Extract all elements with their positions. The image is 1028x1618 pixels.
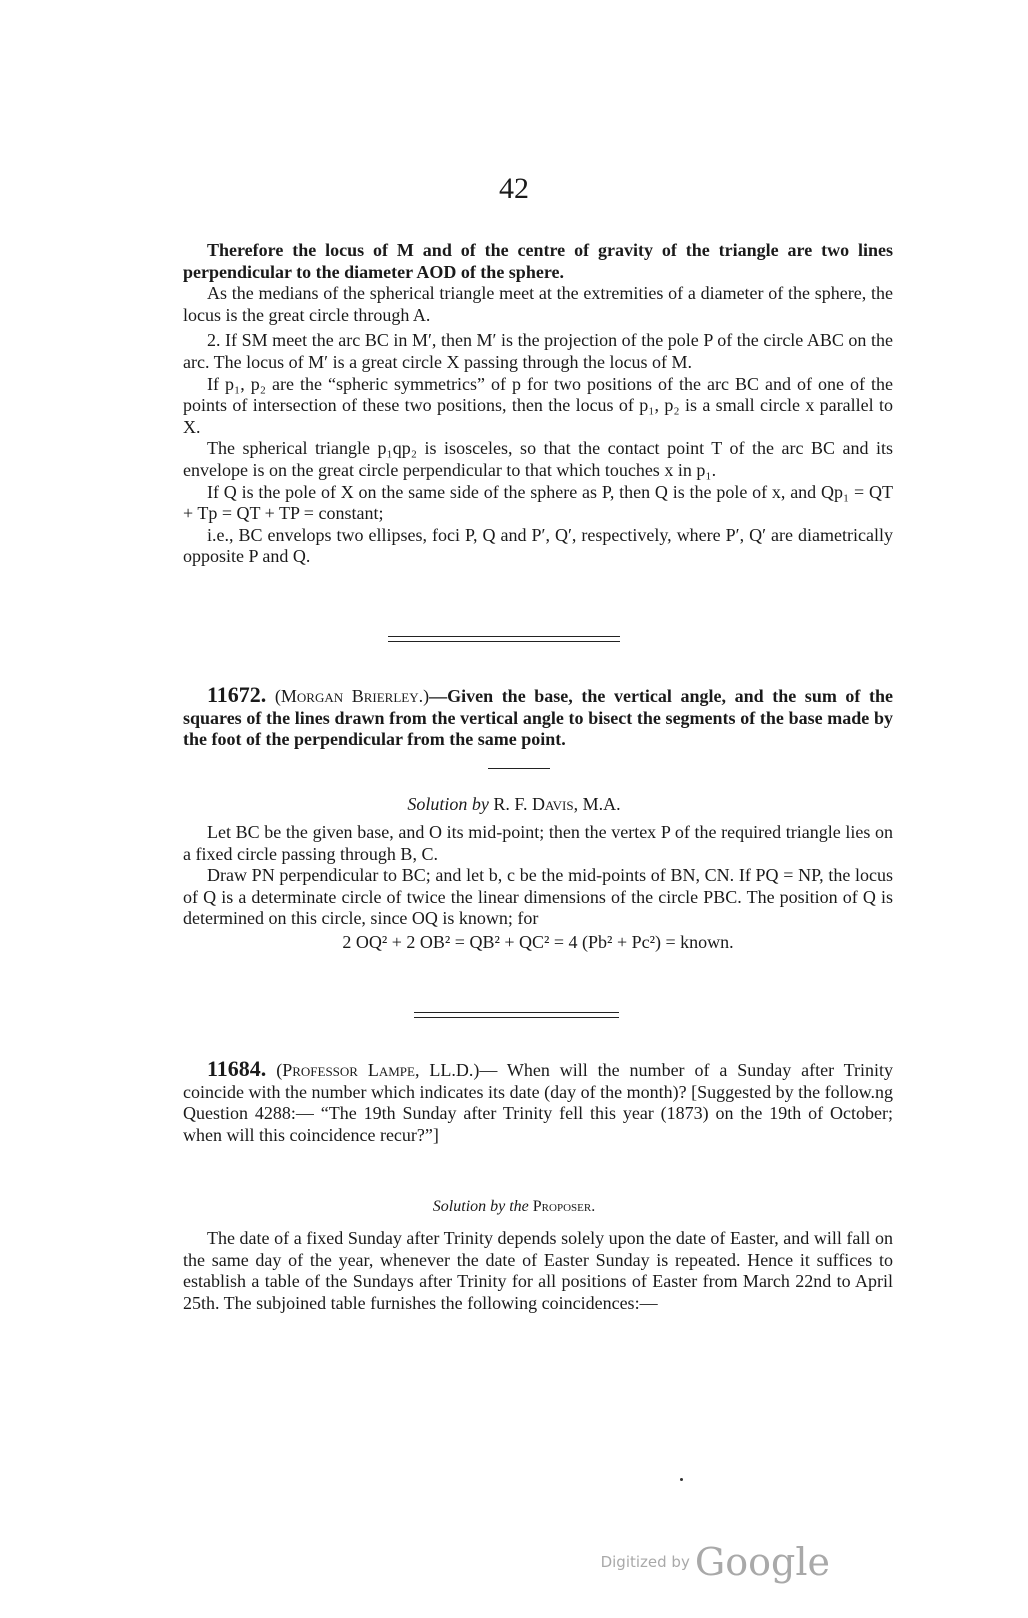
question-11684 — [183, 1058, 893, 1146]
solution-label: Solution by the — [432, 1198, 529, 1215]
solution-11672 — [183, 822, 893, 954]
page-number: 42 — [499, 172, 529, 205]
question-number: 11672. — [207, 682, 267, 707]
question-proposer: (Morgan Brierley.) — [274, 686, 430, 706]
solver-name: R. F. Davis, M.A. — [493, 794, 621, 814]
speck — [680, 1478, 683, 1481]
question-text: — When will the number of a Sunday after Trinity coincide with the number which indicates its date (day of the month)? [Suggested by the follow.ng Question 4288:— “The 19th Sunday after Trinity fell this year (1873) on the 19th of October; when will this coincidence recur?”] — [183, 1060, 893, 1145]
paragraph: If Q is the pole of X on the same side of the sphere as P, then Q is the pole of x, and Qp₁ = QT + Tp = QT + TP = constant; — [183, 481, 893, 524]
question-11672 — [183, 684, 893, 751]
paragraph: i.e., BC envelops two ellipses, foci P, Q and P′, Q′, respectively, where P′, Q′ are diametrically opposite P and Q. — [183, 524, 893, 567]
question-text: —Given the base, the vertical angle, and the sum of the squares of the lines drawn from the vertical angle to bisect the segments of the base made by the foot of the perpendicular from the same point. — [183, 686, 893, 750]
paragraph: Let BC be the given base, and O its mid-point; then the vertex P of the required triangle lies on a fixed circle passing through B, C. — [183, 822, 893, 864]
section-divider — [388, 636, 620, 642]
paragraph: The spherical triangle p₁qp₂ is isosceles, so that the contact point T of the arc BC and its envelope is on the great circle perpendicular to that which touches x in p₁. — [183, 438, 893, 480]
watermark — [601, 1540, 830, 1584]
section-divider — [414, 1012, 619, 1018]
solution-heading — [0, 1198, 1028, 1216]
paragraph: As the medians of the spherical triangle meet at the extremities of a diameter of the sphere, the locus is the great circle through A. — [183, 283, 893, 325]
continued-solution — [183, 240, 893, 568]
solution-heading — [0, 794, 1028, 815]
paragraph: If p₁, p₂ are the “spheric symmetrics” of p for two positions of the arc BC and of one of the points of intersection of these two positions, then the locus of p₁, p₂ is a small circle x parallel to X. — [183, 373, 893, 437]
google-logo: Google — [694, 1540, 830, 1584]
question-number: 11684. — [207, 1056, 267, 1081]
paragraph: The date of a fixed Sunday after Trinity depends solely upon the date of Easter, and will fall on the same day of the year, whenever the date of Easter Sunday is repeated. Hence it suffices to establish a table of the Sundays after Trinity for all positions of Easter from March 22nd to April 25th. The subjoined table furnishes the following coincidences:— — [183, 1228, 893, 1313]
solution-label: Solution by — [407, 794, 489, 814]
solver-name: Proposer. — [532, 1198, 596, 1215]
paragraph: Draw PN perpendicular to BC; and let b, c be the mid-points of BN, CN. If PQ = NP, the locus of Q is a determinate circle of twice the linear dimensions of the circle PBC. The position of Q is determined on this circle, since OQ is known; for — [183, 865, 893, 929]
question-proposer: (Professor Lampe, LL.D.) — [276, 1060, 480, 1080]
paragraph: Therefore the locus of M and of the centre of gravity of the triangle are two lines perpendicular to the diameter AOD of the sphere. — [183, 240, 893, 282]
equation: 2 OQ² + 2 OB² = QB² + QC² = 4 (Pb² + Pc²) = known. — [342, 931, 734, 952]
watermark-prefix: Digitized by — [600, 1553, 690, 1571]
paragraph: 2. If SM meet the arc BC in M′, then M′ is the projection of the pole P of the circle ABC on the arc. The locus of M′ is a great circle X passing through the locus of M. — [183, 330, 893, 372]
solution-11684 — [183, 1228, 893, 1314]
short-rule — [488, 768, 550, 769]
